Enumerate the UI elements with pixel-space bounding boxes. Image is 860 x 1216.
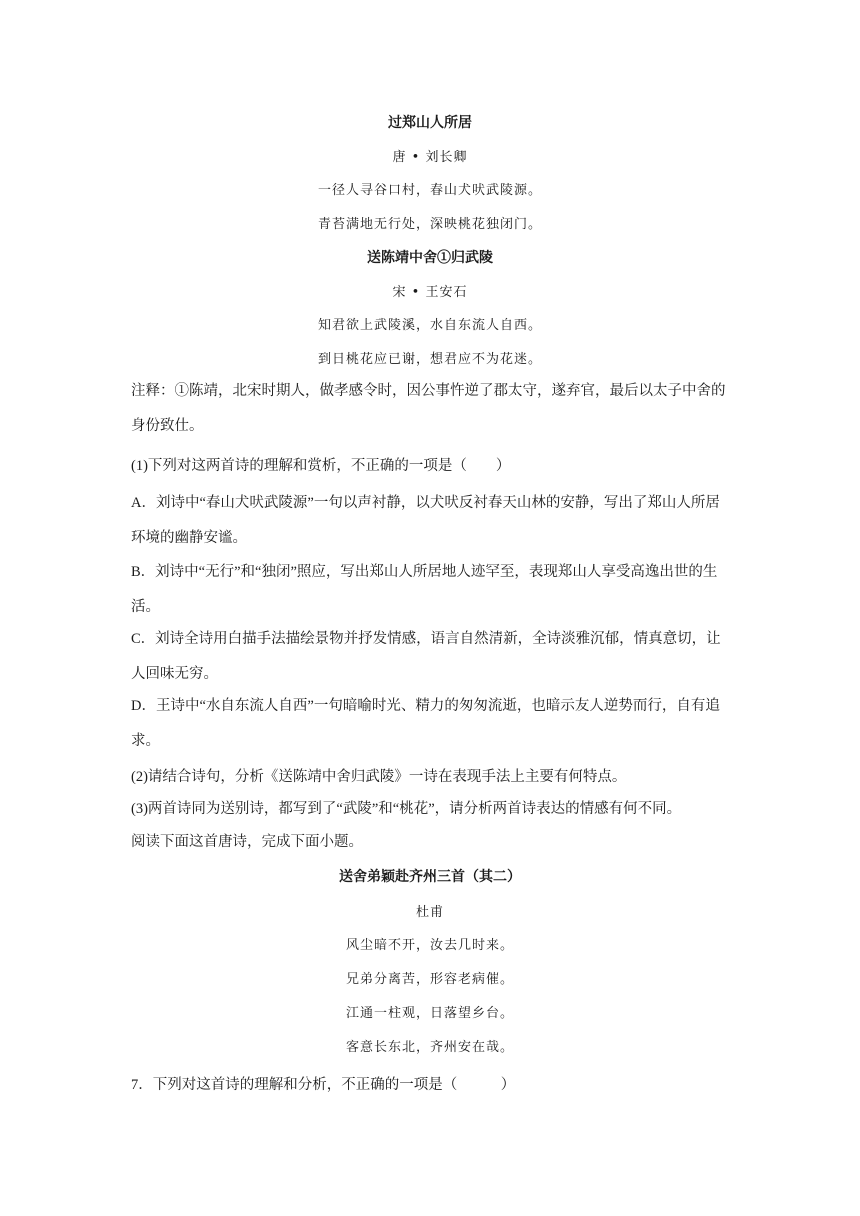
question-2: (2)请结合诗句，分析《送陈靖中舍归武陵》一诗在表现手法上主要有何特点。 [131, 769, 627, 785]
poem1-line-2: 青苔满地无行处，深映桃花独闭门。 [317, 217, 542, 232]
question-1-option-a: A．刘诗中“春山犬吠武陵源”一句以声衬静，以犬吠反衬春天山林的安静，写出了郑山人所居环境的幽静安谧。 [131, 495, 720, 546]
question-1-option-c: C．刘诗全诗用白描手法描绘景物并抒发情感，语言自然清新，全诗淡雅沉郁，情真意切，让人回味无穷。 [131, 631, 721, 682]
poem3-line-3: 江通一柱观，日落望乡台。 [345, 1006, 514, 1021]
poem3-line-1: 风尘暗不开，汝去几时来。 [345, 938, 514, 953]
poem2-line-2: 到日桃花应已谢，想君应不为花迷。 [317, 352, 542, 367]
poem3-line-4: 客意长东北，齐州安在哉。 [345, 1040, 514, 1055]
poem3-line-2: 兄弟分离苦，形容老病催。 [345, 972, 514, 987]
question-1-option-b: B．刘诗中“无行”和“独闭”照应，写出郑山人所居地人迹罕至，表现郑山人享受高逸出世的生活。 [131, 564, 718, 615]
poem1-author: 唐 • 刘长卿 [392, 150, 468, 165]
reading-instruction: 阅读下面这首唐诗，完成下面小题。 [131, 834, 363, 850]
question-7-stem: 7．下列对这首诗的理解和分析，不正确的一项是（ ） [131, 1077, 516, 1093]
poem3-author: 杜甫 [415, 905, 444, 920]
question-3: (3)两首诗同为送别诗，都写到了“武陵”和“桃花”，请分析两首诗表达的情感有何不同。 [131, 801, 682, 817]
poem3-title: 送舍弟颖赴齐州三首（其二） [339, 869, 521, 885]
poem2-title: 送陈靖中舍①归武陵 [367, 250, 493, 266]
poem2-author: 宋 • 王安石 [392, 285, 468, 300]
poem1-line-1: 一径人寻谷口村，春山犬吠武陵源。 [317, 183, 542, 198]
poem1-title: 过郑山人所居 [388, 115, 472, 131]
question-1-option-d: D．王诗中“水自东流人自西”一句暗喻时光、精力的匆匆流逝，也暗示友人逆势而行，自有追求。 [131, 698, 720, 749]
poem2-line-1: 知君欲上武陵溪，水自东流人自西。 [317, 318, 542, 333]
question-1-stem: (1)下列对这两首诗的理解和赏析，不正确的一项是（ ） [131, 458, 511, 474]
annotation-note: 注释：①陈靖，北宋时期人，做孝感令时，因公事忤逆了郡太守，遂弃官，最后以太子中舍的身份致仕。 [131, 383, 726, 434]
